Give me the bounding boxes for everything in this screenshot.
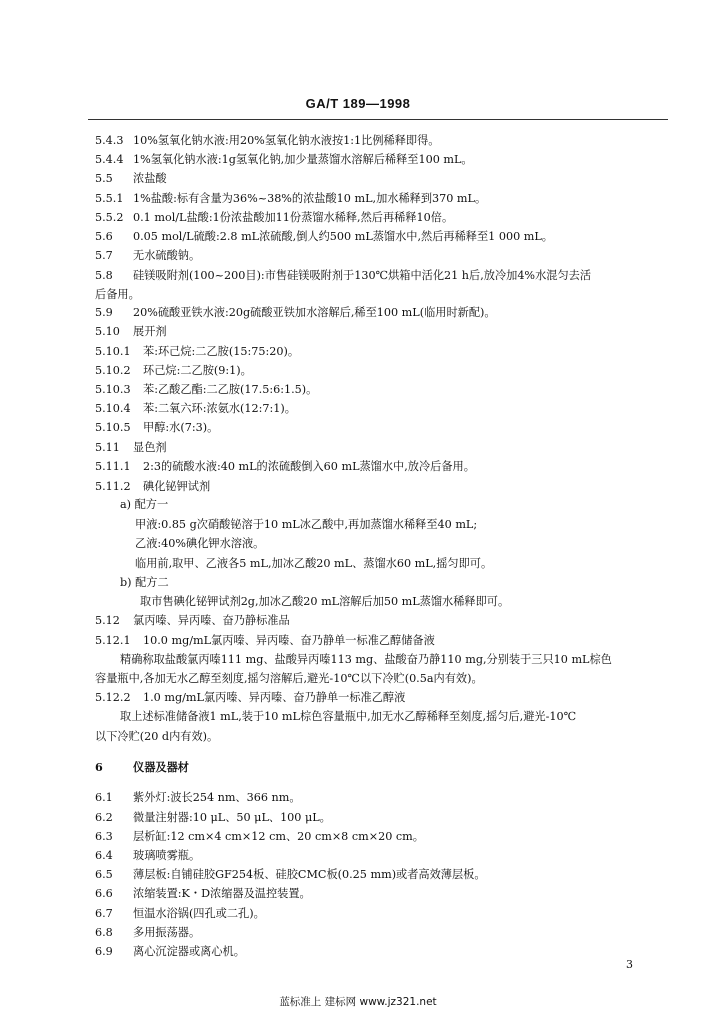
body-line (95, 460, 475, 474)
body-line (95, 153, 473, 167)
clause-number: 5.10.2 (95, 363, 131, 377)
body-line (95, 691, 405, 705)
clause-number: 5.5.2 (95, 210, 124, 224)
clause-text: 苯:乙酸乙酯:二乙胺(17.5:6:1.5)。 (143, 382, 318, 396)
clause-number: 5.5.1 (95, 191, 124, 205)
clause-text: 展开剂 (133, 325, 167, 339)
clause-text: 1%氢氧化钠水液:1g氢氧化钠,加少量蒸馏水溶解后稀释至100 mL。 (133, 153, 473, 167)
clause-number: 6.9 (95, 945, 113, 958)
clause-number: 5.4.4 (95, 153, 124, 167)
clause-text: 仪器及器材 (133, 760, 189, 775)
clause-text: 0.05 mol/L硫酸:2.8 mL浓硫酸,倒人约500 mL蒸馏水中,然后再稀释至1 000 mL。 (133, 230, 553, 244)
body-line (135, 518, 477, 532)
clause-text: 临用前,取甲、乙液各5 mL,加冰乙酸20 mL、蒸馏水60 mL,摇匀即可。 (135, 556, 493, 570)
body-line (120, 576, 169, 590)
clause-number: 5.7 (95, 249, 113, 263)
clause-text: 硅镁吸附剂(100~200目):市售硅镁吸附剂于130℃烘箱中活化21 h后,放冷加4%水混匀去活 (133, 268, 592, 282)
clause-number: 6.7 (95, 906, 113, 920)
standard-code-header: GA/T 189—1998 (305, 96, 411, 111)
body-line (95, 614, 290, 628)
header-rule (88, 119, 668, 120)
clause-text: 浓缩装置:K・D浓缩器及温控装置。 (133, 887, 311, 901)
clause-text: 2:3的硫酸水液:40 mL的浓硫酸倒入60 mL蒸馏水中,放冷后备用。 (143, 459, 475, 473)
body-line (120, 653, 612, 667)
body-line (95, 306, 496, 320)
body-line (95, 402, 296, 416)
clause-text: 紫外灯:波长254 nm、366 nm。 (133, 791, 301, 805)
clause-number: 5.10.5 (95, 421, 131, 435)
body-line (95, 907, 265, 921)
body-line (95, 249, 200, 263)
clause-text: 环己烷:二乙胺(9:1)。 (143, 363, 252, 377)
body-line (140, 595, 509, 609)
body-line (95, 480, 210, 494)
clause-number: 5.10.4 (95, 402, 131, 416)
clause-text: 10%氢氧化钠水液:用20%氢氧化钠水液按1:1比例稀释即得。 (133, 134, 440, 147)
body-line (135, 557, 492, 571)
clause-number: 5.8 (95, 268, 113, 282)
clause-text: 1.0 mg/mL氯丙嗪、异丙嗪、奋乃静单一标准乙醇液 (143, 691, 406, 705)
clause-number: 5.12.2 (95, 691, 131, 705)
body-line (95, 269, 591, 283)
clause-text: 苯:环己烷:二乙胺(15:75:20)。 (143, 344, 300, 358)
clause-text: 甲液:0.85 g次硝酸铋溶于10 mL冰乙酸中,再加蒸馏水稀释至40 mL; (135, 518, 478, 532)
clause-text: 20%硫酸亚铁水液:20g硫酸亚铁加水溶解后,稀至100 mL(临用时新配)。 (133, 306, 496, 320)
clause-number: 6.1 (95, 791, 113, 805)
clause-text: 多用振荡器。 (133, 925, 201, 939)
clause-number: 5.9 (95, 306, 113, 320)
clause-text: 恒温水浴锅(四孔或二孔)。 (133, 906, 265, 920)
body-line (95, 791, 301, 805)
clause-text: 精确称取盐酸氯丙嗪111 mg、盐酸异丙嗪113 mg、盐酸奋乃静110 mg,分别装于三只10 mL棕色 (120, 652, 612, 666)
clause-text: 浓盐酸 (133, 172, 167, 186)
clause-text: 以下冷贮(20 d内有效)。 (95, 729, 219, 743)
body-line (95, 192, 486, 206)
clause-number: 5.10.1 (95, 344, 131, 358)
clause-text: 微量注射器:10 μL、50 μL、100 μL。 (133, 810, 331, 824)
clause-text: 氯丙嗪、异丙嗪、奋乃静标准品 (133, 614, 290, 628)
body-line (95, 760, 189, 774)
clause-text: 取市售碘化铋钾试剂2g,加冰乙酸20 mL溶解后加50 mL蒸馏水稀释即可。 (140, 595, 510, 608)
clause-text: 10.0 mg/mL氯丙嗪、异丙嗪、奋乃静单一标准乙醇储备液 (143, 633, 435, 647)
clause-number: 5.12 (95, 614, 120, 628)
clause-text: 无水硫酸钠。 (133, 249, 201, 263)
clause-text: b) 配方二 (120, 575, 169, 589)
body-line (120, 710, 576, 724)
body-line (95, 364, 252, 378)
clause-number: 5.11.2 (95, 479, 131, 493)
clause-number: 5.11.1 (95, 459, 131, 473)
body-line (95, 383, 317, 397)
clause-text: 玻璃喷雾瓶。 (133, 848, 201, 862)
body-line (95, 325, 167, 339)
clause-text: 薄层板:自铺硅胶GF254板、硅胶CMC板(0.25 mm)或者高效薄层板。 (133, 868, 486, 882)
body-line (95, 345, 299, 359)
clause-number: 5.4.3 (95, 134, 124, 147)
clause-text: 后备用。 (95, 287, 140, 301)
body-line (95, 830, 424, 844)
clause-text: 甲醇:水(7:3)。 (143, 421, 219, 435)
clause-text: 容量瓶中,各加无水乙醇至刻度,摇匀溶解后,避光-10℃以下冷贮(0.5a内有效)。 (95, 671, 483, 685)
page-number: 3 (626, 958, 633, 971)
body-line (95, 134, 439, 148)
clause-number: 5.10 (95, 325, 120, 339)
body-line (120, 498, 168, 512)
clause-text: 0.1 mol/L盐酸:1份浓盐酸加11份蒸馏水稀释,然后再稀释10倍。 (133, 210, 454, 224)
body-line (95, 926, 200, 940)
clause-number: 6 (95, 760, 103, 775)
clause-number: 6.6 (95, 887, 113, 901)
body-line (95, 172, 167, 186)
clause-text: 离心沉淀器或离心机。 (133, 945, 245, 958)
clause-number: 6.3 (95, 829, 113, 843)
clause-text: 1%盐酸:标有含量为36%~38%的浓盐酸10 mL,加水稀释到370 mL。 (133, 191, 487, 205)
body-line (95, 945, 245, 959)
body-line (95, 811, 331, 825)
clause-number: 6.4 (95, 848, 113, 862)
body-line (95, 634, 435, 648)
clause-number: 6.2 (95, 810, 113, 824)
clause-text: a) 配方一 (120, 498, 169, 512)
body-line (95, 288, 140, 302)
body-line (95, 868, 486, 882)
clause-number: 5.5 (95, 172, 113, 186)
clause-text: 乙液:40%碘化钾水溶液。 (135, 537, 265, 551)
clause-number: 5.10.3 (95, 382, 131, 396)
body-line (95, 230, 553, 244)
body-line (135, 537, 264, 551)
clause-number: 5.11 (95, 440, 120, 454)
clause-text: 取上述标准储备液1 mL,装于10 mL棕色容量瓶中,加无水乙醇稀释至刻度,摇匀后,避光-10℃ (120, 710, 577, 724)
clause-number: 6.5 (95, 868, 113, 882)
clause-text: 苯:二氧六环:浓氨水(12:7:1)。 (143, 402, 296, 416)
body-line (95, 730, 218, 744)
clause-text: 碘化铋钾试剂 (143, 479, 211, 493)
clause-text: 层析缸:12 cm×4 cm×12 cm、20 cm×8 cm×20 cm。 (133, 829, 424, 843)
clause-number: 5.12.1 (95, 633, 131, 647)
clause-number: 6.8 (95, 925, 113, 939)
body-line (95, 211, 453, 225)
body-line (95, 441, 167, 455)
clause-text: 显色剂 (133, 440, 167, 454)
body-line (95, 887, 311, 901)
body-line (95, 849, 200, 863)
clause-number: 5.6 (95, 230, 113, 244)
body-line (95, 672, 483, 686)
body-line (95, 421, 218, 435)
footer-watermark: 蓝标准上 建标网 www.jz321.net (279, 996, 437, 1008)
